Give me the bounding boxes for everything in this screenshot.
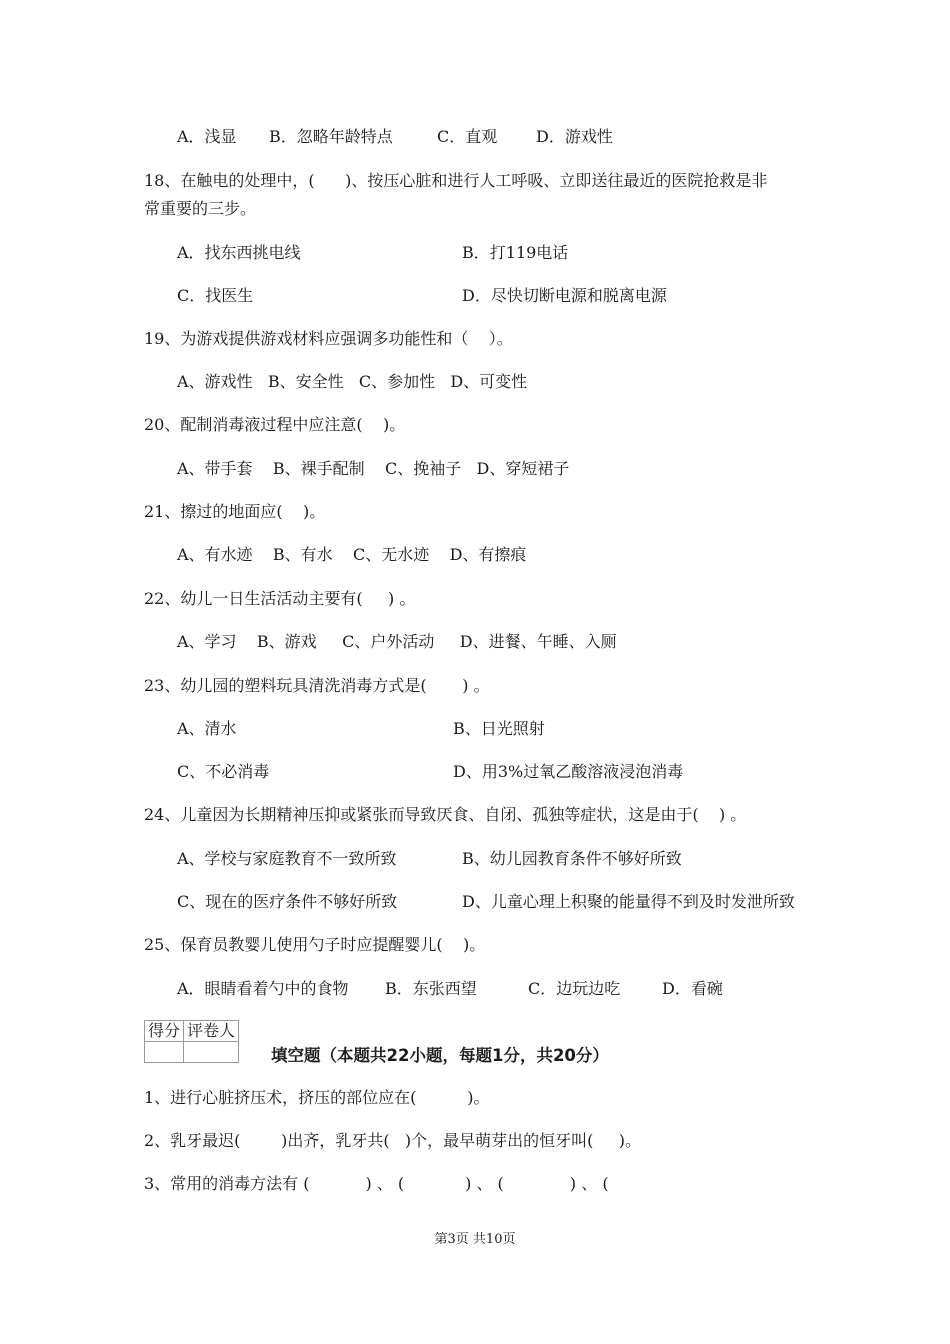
q23-option-a: A、清水 bbox=[177, 719, 237, 738]
fill-question-2: 2、乳牙最迟( )出齐，乳牙共( )个，最早萌芽出的恒牙叫( )。 bbox=[144, 1131, 642, 1150]
q24-option-d: D、儿童心理上积聚的能量得不到及时发泄所致 bbox=[462, 892, 795, 911]
reviewer-label: 评卷人 bbox=[184, 1021, 239, 1042]
q20-options: A、带手套 B、裸手配制 C、挽袖子 D、穿短裙子 bbox=[177, 459, 570, 478]
q25-option-c: C．边玩边吃 bbox=[528, 979, 621, 998]
q20-question: 20、配制消毒液过程中应注意( )。 bbox=[144, 415, 406, 434]
q22-options: A、学习 B、游戏 C、户外活动 D、进餐、午睡、入厕 bbox=[177, 632, 617, 651]
q24-option-c: C、现在的医疗条件不够好所致 bbox=[177, 892, 398, 911]
score-cell bbox=[145, 1042, 184, 1063]
q24-question: 24、儿童因为长期精神压抑或紧张而导致厌食、自闭、孤独等症状，这是由于( ) 。 bbox=[144, 805, 747, 824]
q18-option-a: A．找东西挑电线 bbox=[177, 243, 301, 262]
score-label: 得分 bbox=[145, 1021, 184, 1042]
q23-option-b: B、日光照射 bbox=[453, 719, 545, 738]
q23-question: 23、幼儿园的塑料玩具清洗消毒方式是( ) 。 bbox=[144, 676, 490, 695]
q17-option-b: B．忽略年龄特点 bbox=[269, 127, 393, 146]
score-table bbox=[144, 1020, 239, 1063]
q23-option-c: C、不必消毒 bbox=[177, 762, 270, 781]
q18-option-b: B．打119电话 bbox=[462, 243, 569, 262]
q18-option-d: D．尽快切断电源和脱离电源 bbox=[462, 286, 667, 305]
reviewer-cell bbox=[184, 1042, 239, 1063]
q25-option-a: A．眼睛看着勺中的食物 bbox=[177, 979, 349, 998]
q21-options: A、有水迹 B、有水 C、无水迹 D、有擦痕 bbox=[177, 545, 527, 564]
q25-option-d: D．看碗 bbox=[662, 979, 723, 998]
q18-question-line2: 常重要的三步。 bbox=[144, 199, 257, 218]
q18-option-c: C．找医生 bbox=[177, 286, 254, 305]
q19-options: A、游戏性 B、安全性 C、参加性 D、可变性 bbox=[177, 372, 528, 391]
section-title: 填空题（本题共22小题，每题1分，共20分） bbox=[271, 1046, 609, 1065]
q24-option-a: A、学校与家庭教育不一致所致 bbox=[177, 849, 397, 868]
q17-option-d: D．游戏性 bbox=[536, 127, 613, 146]
q24-option-b: B、幼儿园教育条件不够好所致 bbox=[462, 849, 682, 868]
q17-option-c: C．直观 bbox=[437, 127, 498, 146]
page-footer: 第3页 共10页 bbox=[434, 1232, 516, 1247]
q19-question: 19、为游戏提供游戏材料应强调多功能性和（ ）。 bbox=[144, 329, 513, 348]
q22-question: 22、幼儿一日生活活动主要有( ) 。 bbox=[144, 589, 416, 608]
q18-question-line1: 18、在触电的处理中，( )、按压心脏和进行人工呼吸、立即送往最近的医院抢救是非 bbox=[144, 171, 768, 190]
q25-option-b: B．东张西望 bbox=[385, 979, 477, 998]
q21-question: 21、擦过的地面应( )。 bbox=[144, 502, 326, 521]
q17-option-a: A．浅显 bbox=[177, 127, 237, 146]
q25-question: 25、保育员教婴儿使用勺子时应提醒婴儿( )。 bbox=[144, 935, 486, 954]
q23-option-d: D、用3%过氧乙酸溶液浸泡消毒 bbox=[453, 762, 684, 781]
fill-question-3: 3、常用的消毒方法有 ( ) 、 ( ) 、 ( ) 、 ( bbox=[144, 1174, 609, 1193]
fill-question-1: 1、进行心脏挤压术，挤压的部位应在( )。 bbox=[144, 1088, 490, 1107]
